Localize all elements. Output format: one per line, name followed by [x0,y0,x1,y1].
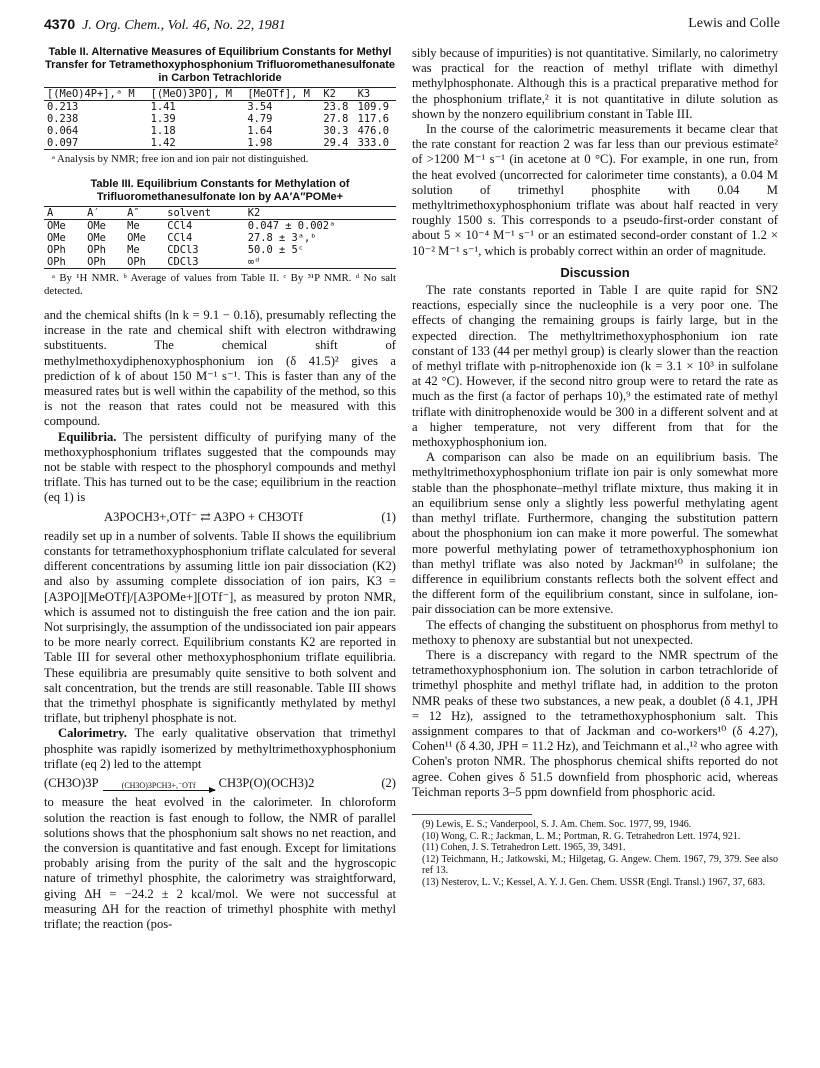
table-row [44,137,396,150]
paragraph: sibly because of impurities) is not quantitative. Similarly, no calorimetry was practical for the reaction of methyl triflate with dimethyl methylphosphonate. Although this is a practical preparative method for the phosphonium triflate,² it is not quantitative in dilute solution as shown by the nonzero equilibrium constant in Table III. [412,46,778,121]
reference-item: (10) Wong, C. R.; Jackman, L. M.; Portman, R. G. Tetrahedron Lett. 1974, 921. [422,830,741,842]
table-cell: OPh [47,244,66,256]
table-cell: 3.54 [247,101,273,113]
reaction-arrow [103,781,215,791]
table-cell: 23.8 [323,101,349,113]
table-header-cell: K2 [320,88,354,101]
table-cell: 0.238 [47,113,79,125]
table-header-cell: [MeOTf], M [244,88,320,101]
table-cell: CCl4 [167,232,193,244]
table-cell: 0.213 [47,101,79,113]
table-row [44,256,396,269]
subsection-heading: Equilibria. [58,429,117,444]
reference-item: (13) Nesterov, L. V.; Kessel, A. Y. J. Gen. Chem. USSR (Engl. Transl.) 1967, 37, 683. [422,876,766,888]
left-column [44,46,396,932]
table-cell: 27.8 [323,113,349,125]
paragraph: The effects of changing the substituent on phosphorus from methyl to methoxy to phenoxy are substantial but not unexpected. [412,617,778,647]
table-cell: 1.64 [247,125,273,137]
table-3-footnote: ᵃ By ¹H NMR. ᵇ Average of values from Table II. ᶜ By ³¹P NMR. ᵈ No salt detected. [44,272,396,297]
table-row [44,232,396,244]
equation-number: (2) [381,776,396,791]
table-cell: 0.047 ± 0.002ᵃ [247,220,336,232]
subsection-heading: Calorimetry. [58,726,127,741]
paragraph: The rate constants reported in Table I are quite rapid for SN2 reactions, especially since the nucleophile is a very poor one. The effects of changing the remaining groups is fairly large, but in the expected direction. The methyltrimethoxyphosphonium ion rate constant of 133 (44 per methyl group) is clearly slower than the reaction of methyl triflate with p-nitrophenoxide ion (k = 3.1 × 10³ in sulfolane at 42 °C). However, if the second nitro group were to retard the rate as much as the first (a factor of perhaps 10),⁹ the estimated rate of methyl triflate with dinitrophenoxide would be 300 in a different solvent and at a higher temperature, not very different from that for the methoxyphosphonium ion. [412,283,778,450]
table-header-cell: K3 [355,88,396,101]
table-cell: 117.6 [357,113,389,125]
table-cell: ∞ᵈ [245,256,396,269]
equation-reactant: (CH3O)3P [44,776,99,791]
table-cell: OPh [44,256,84,269]
table-2-grid [44,87,396,150]
right-column [412,46,778,889]
paragraph: There is a discrepancy with regard to the NMR spectrum of the tetramethoxyphosphonium ion. The solution in carbon tetrachloride of trimethyl phosphite and methyl triflate had, in addition to the proton NMR peaks of these two substances, a new peak, a doublet (δ 4.1, JPH = 12 Hz), assigned to the tetramethoxyphosphonium salt. This assignment compares to that of Jackman and co-workers¹⁰ (δ 4.27), Cohen¹¹ (δ 4.30, JPH = 11.2 Hz), and Teichmann et al.,¹² who agree with Cohen's proton NMR. The phosphorus chemical shifts reported do not agree. Cohen gives δ 51.5 downfield from phosphoric acid, whereas Teichman reports 3–5 ppm downfield from phosphoric acid. [412,647,778,799]
table-cell: 333.0 [355,137,396,150]
table-2-caption: Table II. Alternative Measures of Equilibrium Constants for Methyl Transfer for Tetramethoxyphosphonium Trifluoromethanesulfonate in Carbon Tetrachloride [44,46,395,84]
table-header-cell: A″ [124,207,164,220]
table-header-cell: A [44,207,84,220]
paragraph-text: The early qualitative observation that trimethyl phosphite was rapidly isomerized by methyltrimethoxyphosphonium triflate (eq 2) led to the attempt [44,726,396,771]
table-header-cell: solvent [164,207,245,220]
table-cell: 1.41 [150,101,176,113]
table-cell: CCl4 [167,220,193,232]
reference-item: (11) Cohen, J. S. Tetrahedron Lett. 1965, 39, 3491. [422,842,626,854]
journal-citation: J. Org. Chem., Vol. 46, No. 22, 1981 [82,18,286,33]
table-cell: OMe [47,220,66,232]
table-cell: 30.3 [323,125,349,137]
page-number: 4370 [44,16,76,32]
table-cell: OMe [87,220,106,232]
table-cell: 0.064 [47,125,79,137]
table-row [44,244,396,256]
table-3-grid [44,206,396,269]
table-cell: OPh [84,256,124,269]
footnote-divider [412,814,532,815]
table-cell: 1.39 [150,113,176,125]
table-cell: OPh [87,244,106,256]
running-authors: Lewis and Colle [688,16,780,31]
table-3 [44,178,396,298]
table-2-footnote: ᵃ Analysis by NMR; free ion and ion pair not distinguished. [52,153,309,165]
table-row [44,113,396,125]
arrow-reagent: (CH3O)3PCH3+,⁻OTf [121,781,196,791]
equation-product: CH3P(O)(OCH3)2 [218,776,315,791]
table-2 [44,46,396,166]
left-body-text [44,308,396,932]
paragraph [44,726,396,772]
table-row [44,220,396,233]
paragraph: A comparison can also be made on an equilibrium basis. The methyltrimethoxyphosphonium triflate ion pair is only somewhat more stable than the phosphonate–methyl triflate mixture, thus making it in an equilibrium sense only a slightly less powerful methylating agent than methyl triflate. Furthermore, changing the substitution pattern about the phosphonium ion can make it more powerful. The somewhat more powerful methylating power of tetramethoxyphosphonium ion than methyl triflate was also noted by Jackman¹⁰ in sulfolane; the difference in equilibrium constants reflects both the solvent effect and the different form of the equilibrium constant, since in sulfolane, ion-pair dissociation can be more extensive. [412,450,778,617]
reference-item: (12) Teichmann, H.; Jatkowski, M.; Hilgetag, G. Angew. Chem. 1967, 79, 379. See also ref 13. [422,853,778,877]
table-header-cell: A′ [84,207,124,220]
table-cell: 1.42 [148,137,245,150]
equation-number: (1) [381,509,396,524]
paragraph: In the course of the calorimetric measurements it became clear that the rate constant for reaction 2 was far less than our previous estimate² of >1200 M⁻¹ s⁻¹ (in acetone at 0 °C). For example, in one run, from the heat evolved (uncorrected for calorimeter time constants), a 0.04 M solution of trimethyl phosphite with 0.04 M methyltrimethoxyphosphonium triflate was about half reacted in very roughly 1500 s. This corresponds to a pseudo-first-order constant of about 5 × 10⁻⁴ M⁻¹ s⁻¹ or an estimated second-order constant of 1.2 × 10⁻² M⁻¹ s⁻¹, which is probably correct within an order of magnitude. [412,122,778,258]
table-cell: 476.0 [357,125,389,137]
paragraph-text: The persistent difficulty of purifying many of the methoxyphosphonium triflates suggested that the compounds may not be stable with respect to the phosphoryl compounds and methyl triflate. This has turned out to be the case; equilibrium in the reaction (eq 1) is [44,429,396,505]
table-cell: CDCl3 [167,244,199,256]
equation-1 [44,510,396,525]
reference-item: (9) Lewis, E. S.; Vanderpool, S. J. Am. Chem. Soc. 1977, 99, 1946. [422,818,692,830]
table-cell: OMe [87,232,106,244]
equation-2 [44,776,396,791]
table-cell: OMe [127,232,146,244]
table-cell: 0.097 [44,137,148,150]
table-header-cell: [(MeO)3PO], M [148,88,245,101]
paragraph: readily set up in a number of solvents. Table II shows the equilibrium constants for tetramethoxyphosphonium triflate calculated for several different concentrations by assuming little ion pair dissociation (K2) and also by assuming complete dissociation of ion pairs, K3 = [A3PO][MeOTf]/[A3POMe+][OTf⁻], as measured by proton NMR, which is assumed not to distinguish the free cation and the ion pair. Not surprisingly, the assumption of the undissociated ion pair appears to be more nearly correct. Equilibrium constants K2 are reported in Table III for several other methoxyphosphonium triflate equilibria. These equilibria are presumably quite sensitive to both solvent and salt concentration, but the trends are still reasonable. Table III shows that the trimethyl phosphate is significantly methylated by methyl triflate, but triphenyl phosphate is not. [44,528,396,726]
table-row [44,125,396,137]
table-cell: Me [127,244,140,256]
table-cell: 29.4 [320,137,354,150]
table-header-cell: [(MeO)4P+],ᵃ M [44,88,148,101]
paragraph: to measure the heat evolved in the calorimeter. In chloroform solution the reaction is fast enough to follow, the NMR of parallel solutions shows that the phosphonium salt shows no net reaction, and the conversion is quantitative and fast enough. Except for limitations probably arising from the purity of the salt and the hygroscopic nature of trimethyl phosphite, the calorimetry was straightforward, giving ΔH = −24.2 ± 2 kcal/mol. We were not successful at measuring ΔH for the reaction of trimethyl phosphite with methyl triflate; the reaction (pos- [44,795,396,931]
paragraph [44,430,396,506]
table-cell: 4.79 [247,113,273,125]
table-header-cell: K2 [245,207,396,220]
paragraph: and the chemical shifts (ln k = 9.1 − 0.1δ), presumably reflecting the increase in the rate and chemical shift with electron withdrawing substituents. The chemical shift of methylmethoxydiphenoxyphosphonium ion (δ 41.5)² gives a prediction of k of about 150 M⁻¹ s⁻¹. This is faster than any of the measured rates but is well within the capability of the method, so this is not the reason that rates could not be measured with this compound. [44,308,396,429]
table-cell: CDCl3 [164,256,245,269]
table-row [44,101,396,114]
table-cell: 50.0 ± 5ᶜ [247,244,304,256]
section-heading-discussion: Discussion [560,264,630,280]
table-cell: 109.9 [357,101,389,113]
equation-text: A3POCH3+,OTf⁻ ⇄ A3PO + CH3OTf [104,509,303,524]
arrow-icon [103,790,215,791]
page-header [44,16,780,36]
table-cell: OPh [124,256,164,269]
table-cell: 1.98 [244,137,320,150]
table-3-caption: Table III. Equilibrium Constants for Methylation of Trifluoromethanesulfonate Ion by AA′A″POMe+ [90,178,350,203]
references [412,819,778,889]
table-cell: OMe [47,232,66,244]
table-cell: 1.18 [150,125,176,137]
table-cell: Me [127,220,140,232]
table-cell: 27.8 ± 3ᵃ,ᵇ [247,232,317,244]
